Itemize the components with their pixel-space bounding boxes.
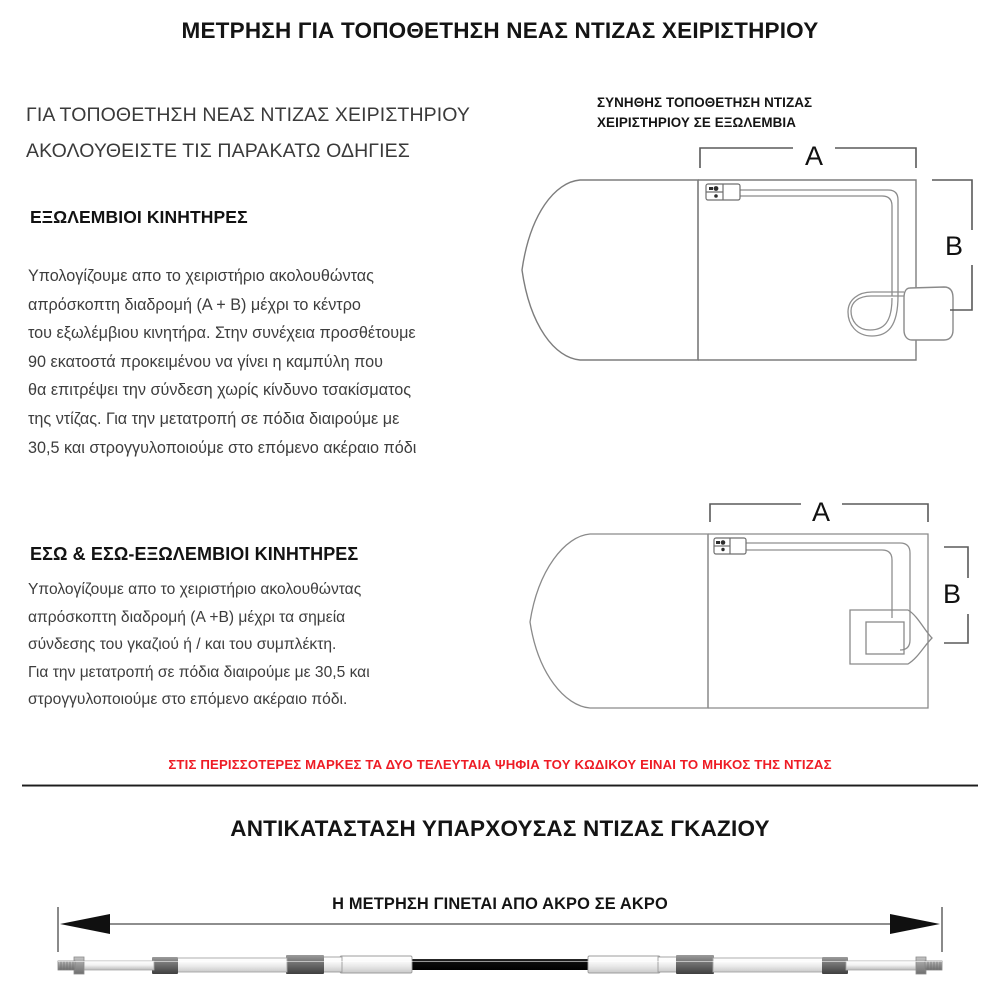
- page-title: ΜΕΤΡΗΣΗ ΓΙΑ ΤΟΠΟΘΕΤΗΣΗ ΝΕΑΣ ΝΤΙΖΑΣ ΧΕΙΡΙΣΤΗΡΙΟΥ: [181, 18, 819, 43]
- intro-line-1: ΓΙΑ ΤΟΠΟΘΕΤΗΣΗ ΝΕΑΣ ΝΤΙΖΑΣ ΧΕΙΡΙΣΤΗΡΙΟΥ: [26, 104, 470, 126]
- cable-jacket-right: [588, 956, 660, 973]
- cable-route-outer: [742, 543, 910, 650]
- control-helm-unit: [714, 538, 746, 554]
- control-cable-diagram: [0, 895, 1000, 1000]
- inboard-line-3: σύνδεσης του γκαζιού ή / και του συμπλέκτη.: [28, 636, 337, 654]
- section-divider: [22, 784, 978, 787]
- measurement-arrow-group: [58, 907, 942, 952]
- cable-end-nut-right: [916, 957, 926, 974]
- cable-threaded-stud-right: [925, 961, 942, 970]
- dimension-a-label: A: [811, 497, 831, 528]
- inboard-section-heading: ΕΣΩ & ΕΣΩ-ΕΞΩΛΕΜΒΙΟΙ ΚΙΝΗΤΗΡΕΣ: [30, 544, 359, 564]
- control-helm-unit: [706, 184, 740, 200]
- outboard-motor-body: [904, 287, 953, 340]
- cable-end-rod-right: [846, 961, 918, 970]
- cable-collar-left: [322, 957, 342, 972]
- cable-threaded-stud-left: [58, 961, 75, 970]
- cable-end-rod-left: [82, 961, 154, 970]
- outboard-diagram-caption-line-2: ΧΕΙΡΙΣΤΗΡΙΟΥ ΣΕ ΕΞΩΛΕΜΒΙΑ: [597, 114, 797, 130]
- cable-ferrule-outer-right: [822, 957, 848, 974]
- outboard-line-2: απρόσκοπτη διαδρομή (Α + Β) μέχρι το κέντρο: [28, 295, 361, 314]
- outboard-diagram-caption-line-1: ΣΥΝΗΘΗΣ ΤΟΠΟΘΕΤΗΣΗ ΝΤΙΖΑΣ: [597, 95, 813, 110]
- cable-route-inner: [742, 550, 892, 618]
- cable-tube-left: [175, 958, 287, 972]
- boat-hull-outline: [530, 534, 708, 708]
- boat-hull-outline: [522, 180, 698, 360]
- warning-text: ΣΤΙΣ ΠΕΡΙΣΣΟΤΕΡΕΣ ΜΑΡΚΕΣ ΤΑ ΔΥΟ ΤΕΛΕΥΤΑΙΑ ΨΗΦΙΑ ΤΟΥ ΚΩΔΙΚΟΥ ΕΙΝΑΙ ΤΟ ΜΗΚΟΣ ΤΗΣ ΝΤΙΖΑΣ: [168, 757, 832, 772]
- cable-ferrule-inner-left: [286, 955, 324, 974]
- cable-core-black: [406, 959, 594, 970]
- outboard-section-body: [28, 262, 528, 462]
- inboard-line-5: στρογγυλοποιούμε στο επόμενο ακέραιο πόδι.: [28, 691, 348, 709]
- measure-arrow-left-icon: [60, 914, 110, 934]
- intro-text: [26, 97, 516, 169]
- cable-assembly: [58, 955, 942, 974]
- inboard-line-1: Υπολογίζουμε απο το χειριστήριο ακολουθώντας: [28, 581, 362, 598]
- dimension-b-label: B: [944, 231, 964, 262]
- cable-ferrule-outer-left: [152, 957, 178, 974]
- cable-jacket-left: [340, 956, 412, 973]
- inboard-line-2: απρόσκοπτη διαδρομή (Α +Β) μέχρι τα σημεία: [28, 608, 346, 626]
- outboard-line-5: θα επιτρέψει την σύνδεση χωρίς κίνδυνο τσακίσματος: [28, 381, 412, 400]
- engine-block-square: [866, 622, 904, 654]
- cable-route-inner: [732, 196, 892, 296]
- outboard-line-3: του εξωλέμβιου κινητήρα. Στην συνέχεια προσθέτουμε: [28, 324, 416, 343]
- cable-end-nut-left: [74, 957, 84, 974]
- cable-ferrule-inner-right: [676, 955, 714, 974]
- outboard-line-6: της ντίζας. Για την μετατροπή σε πόδια διαιρούμε με: [28, 409, 400, 428]
- cable-collar-right: [658, 957, 678, 972]
- dimension-a-label: A: [804, 141, 824, 172]
- outboard-line-4: 90 εκατοστά προκειμένου να γίνει η καμπύλη που: [28, 352, 383, 371]
- cable-tube-right: [713, 958, 825, 972]
- dimension-b-label: B: [942, 579, 962, 610]
- outboard-section-heading: ΕΞΩΛΕΜΒΙΟΙ ΚΙΝΗΤΗΡΕΣ: [30, 207, 248, 227]
- measure-arrow-right-icon: [890, 914, 940, 934]
- measurement-subtitle: Η ΜΕΤΡΗΣΗ ΓΙΝΕΤΑΙ ΑΠΟ ΑΚΡΟ ΣΕ ΑΚΡΟ: [332, 895, 668, 913]
- inboard-line-4: Για την μετατροπή σε πόδια διαιρούμε με 30,5 και: [28, 663, 370, 681]
- outboard-line-1: Υπολογίζουμε απο το χειριστήριο ακολουθώντας: [28, 267, 374, 285]
- outboard-boat-diagram: [520, 130, 1000, 410]
- replacement-section-title: ΑΝΤΙΚΑΤΑΣΤΑΣΗ ΥΠΑΡΧΟΥΣΑΣ ΝΤΙΖΑΣ ΓΚΑΖΙΟΥ: [230, 816, 770, 841]
- inboard-section-body: [28, 576, 528, 714]
- inboard-engine-housing: [850, 610, 932, 664]
- intro-line-2: ΑΚΟΛΟΥΘΕΙΣΤΕ ΤΙΣ ΠΑΡΑΚΑΤΩ ΟΔΗΓΙΕΣ: [26, 140, 410, 162]
- cable-route-outer: [732, 190, 898, 296]
- outboard-diagram-caption: [597, 93, 927, 132]
- outboard-line-7: 30,5 και στρογγυλοποιούμε στο επόμενο ακέραιο πόδι: [28, 438, 417, 457]
- inboard-boat-diagram: [520, 490, 1000, 750]
- warning-banner: [0, 757, 1000, 772]
- boat-deck-rectangle: [708, 534, 928, 708]
